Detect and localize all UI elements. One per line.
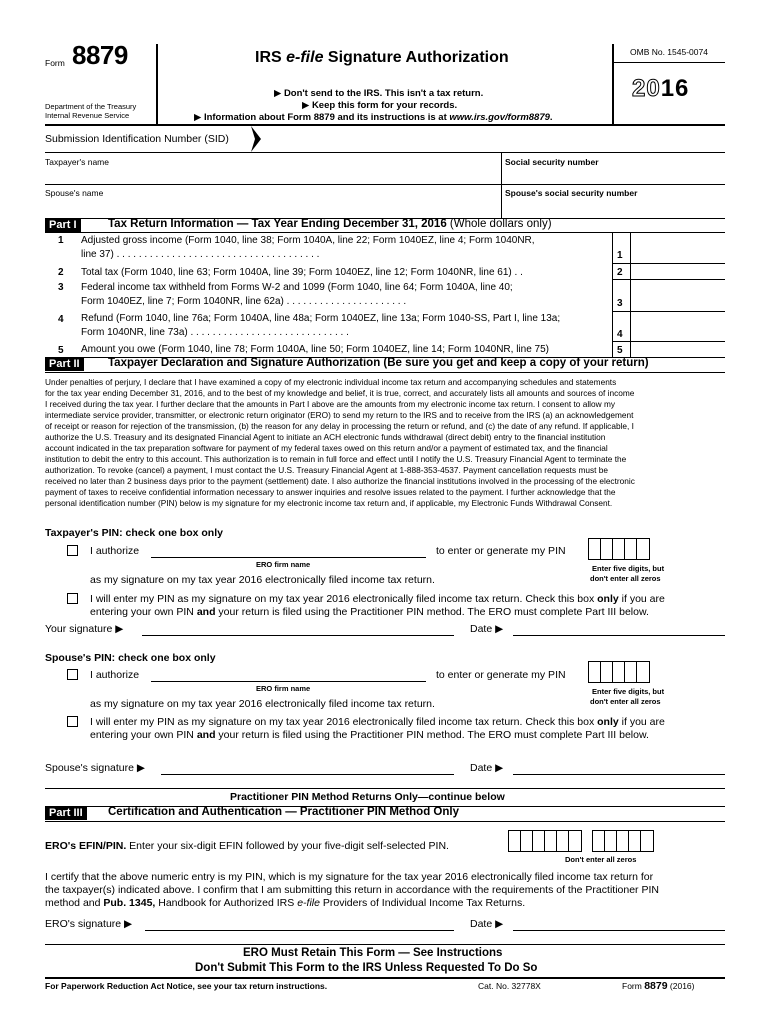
penalty-line: received no later than 2 business days prior to the payment (settlement) date. I also authorize the financial institutions involved in the processing of the electronic [45,476,635,486]
five-digits-note-2: don't enter all zeros [590,574,661,583]
dept-line1: Department of the Treasury [45,102,137,111]
spouse-ero-firm-field[interactable] [151,666,426,681]
spouse-pin-boxes[interactable] [588,661,650,683]
as-signature-text: as my signature on my tax year 2016 electronically filed income tax return. [90,574,435,586]
part-1-label: Part I [45,218,81,232]
line-1-text-2: line 37) . . . . . . . . . . . . . . . . . . . . . . . . . . . . . . . . . . . . . [81,249,320,260]
to-enter-label: to enter or generate my PIN [436,669,566,681]
spouse-name-label: Spouse's name [45,188,104,198]
penalty-line: payment of taxes to receive confidential information necessary to answer inquiries and resolve issues related to the payment. I further acknowledge that the [45,487,616,497]
to-enter-label: to enter or generate my PIN [436,545,566,557]
instruction-1: ▶ Don't send to the IRS. This isn't a tax return. [274,88,484,99]
penalty-line: intermediate service provider, transmitter, or electronic return originator (ERO) to send my return to the IRS and to receive from the IRS (a) an acknowledgement [45,410,634,420]
line-1-number: 1 [58,235,64,246]
efin-boxes[interactable] [508,830,582,852]
ero-firm-label: ERO firm name [256,560,311,569]
five-digits-note: Enter five digits, but [592,564,665,573]
spouse-name-field[interactable] [45,198,500,214]
will-enter-pin-text: I will enter my PIN as my signature on my tax year 2016 electronically filed income tax return. Check this box only if you are [90,716,665,728]
taxpayer-self-pin-checkbox[interactable] [67,593,78,604]
certification-line-1: I certify that the above numeric entry is my PIN, which is my signature for the tax year 2016 electronically filed income tax return for [45,871,654,883]
line-5-box-number: 5 [617,345,623,356]
form-id-footer: Form 8879 (2016) [622,980,695,992]
practitioner-heading: Practitioner PIN Method Returns Only—continue below [230,791,505,803]
spouse-signature-label: Spouse's signature ▶ [45,762,145,774]
spouse-ssn-field[interactable] [505,198,723,214]
spouse-self-pin-checkbox[interactable] [67,716,78,727]
certification-line-2: the taxpayer(s) indicated above. I confirm that I am submitting this return in accordance with the requirements of the Practitioner PIN [45,884,659,896]
line-1-amount[interactable] [631,246,725,264]
line-2-amount[interactable] [631,264,725,280]
instruction-3: ▶ Information about Form 8879 and its instructions is at www.irs.gov/form8879. [194,112,553,123]
line-3-amount[interactable] [631,294,725,312]
dont-submit-notice: Don't Submit This Form to the IRS Unless Requested To Do So [195,962,538,974]
will-enter-pin-text-2: entering your own PIN and your return is filed using the Practitioner PIN method. The ERO must complete Part III below. [90,729,649,741]
line-2-text: Total tax (Form 1040, line 63; Form 1040A, line 39; Form 1040EZ, line 12; Form 1040NR, line 61) . . [81,267,523,278]
efin-pin-text: ERO's EFIN/PIN. Enter your six-digit EFIN followed by your five-digit self-selected PIN. [45,840,449,852]
ero-signature-label: ERO's signature ▶ [45,918,133,930]
taxpayer-pin-boxes[interactable] [588,538,650,560]
i-authorize-label: I authorize [90,545,140,557]
certification-line-3: method and Pub. 1345, Handbook for Authorized IRS e-file Providers of Individual Income Tax Returns. [45,897,526,909]
sid-arrow-icon [251,126,261,152]
taxpayer-authorize-checkbox[interactable] [67,545,78,556]
date-label: Date ▶ [470,918,504,930]
penalty-line: authorization. To revoke (cancel) a payment, I must contact the U.S. Treasury Financial Agent at 1-888-353-4537. Payment cancellation requests must be [45,465,608,475]
ero-date-field[interactable] [513,915,725,930]
taxpayer-ero-firm-field[interactable] [151,542,426,557]
ero-pin-boxes[interactable] [592,830,654,852]
spouse-signature-field[interactable] [161,759,454,774]
as-signature-text: as my signature on my tax year 2016 electronically filed income tax return. [90,698,435,710]
line-5-number: 5 [58,345,64,356]
date-label: Date ▶ [470,762,504,774]
form-word: Form [45,58,65,68]
penalty-line: I received during the tax year. I further declare that the amounts in Part I above are the amounts from my electronic income tax return. I consent to allow my [45,399,615,409]
penalty-line: Under penalties of perjury, I declare that I have examined a copy of my electronic individual income tax return and accompanying schedules and statements [45,377,617,387]
penalty-line: account indicated in the tax preparation software for payment of my federal taxes owed on this return and/or a payment of estimated tax, and the financial [45,443,608,453]
line-5-text: Amount you owe (Form 1040, line 78; Form 1040A, line 50; Form 1040EZ, line 14; Form 1040NR, line 75) [81,344,550,355]
date-label: Date ▶ [470,623,504,635]
spouse-date-field[interactable] [513,759,725,774]
penalty-line: institution to debit the entry to this account. This authorization is to remain in full force and effect until I notify the U.S. Treasury Financial Agent to terminate the [45,454,627,464]
five-digits-note: Enter five digits, but [592,687,665,696]
line-4-number: 4 [58,314,64,325]
part-2-label: Part II [45,357,84,371]
dept-line2: Internal Revenue Service [45,111,130,120]
no-zeros-note: Don't enter all zeros [565,855,637,864]
spouse-authorize-checkbox[interactable] [67,669,78,680]
your-signature-label: Your signature ▶ [45,623,124,635]
form-title: IRS e-file Signature Authorization [255,49,509,66]
ssn-field[interactable] [505,166,723,182]
part-1-title: Tax Return Information — Tax Year Ending December 31, 2016 (Whole dollars only) [108,218,552,230]
part-2-title: Taxpayer Declaration and Signature Authorization (Be sure you get and keep a copy of your return) [108,357,649,369]
taxpayer-name-label: Taxpayer's name [45,157,109,167]
line-1-box-number: 1 [617,250,623,261]
line-3-box-number: 3 [617,298,623,309]
line-4-text-2: Form 1040NR, line 73a) . . . . . . . . . . . . . . . . . . . . . . . . . . . . . [81,327,349,338]
penalty-line: personal identification number (PIN) below is my signature for my electronic income tax return and, if applicable, my Electronic Funds Withdrawal Consent. [45,498,613,508]
spouse-ssn-label: Spouse's social security number [505,188,638,198]
ssn-label: Social security number [505,157,599,167]
will-enter-pin-text-2: entering your own PIN and your return is filed using the Practitioner PIN method. The ERO must complete Part III below. [90,606,649,618]
retain-notice: ERO Must Retain This Form — See Instructions [243,947,503,959]
your-date-field[interactable] [513,620,725,635]
line-3-text: Federal income tax withheld from Forms W-2 and 1099 (Form 1040, line 64; Form 1040A, line 40; [81,282,513,293]
paperwork-notice: For Paperwork Reduction Act Notice, see your tax return instructions. [45,981,328,991]
ero-firm-label: ERO firm name [256,684,311,693]
line-3-number: 3 [58,282,64,293]
tax-year: 2016 [632,75,690,102]
your-signature-field[interactable] [142,620,454,635]
part-3-label: Part III [45,806,87,820]
part-3-title: Certification and Authentication — Practitioner PIN Method Only [108,806,459,818]
taxpayer-name-field[interactable] [45,166,500,182]
line-3-text-2: Form 1040EZ, line 7; Form 1040NR, line 62a) . . . . . . . . . . . . . . . . . . . . . . [81,296,407,307]
ero-signature-field[interactable] [145,915,454,930]
will-enter-pin-text: I will enter my PIN as my signature on my tax year 2016 electronically filed income tax return. Check this box only if you are [90,593,665,605]
line-5-amount[interactable] [631,341,725,357]
instruction-2: ▶ Keep this form for your records. [302,100,458,111]
taxpayer-pin-heading: Taxpayer's PIN: check one box only [45,527,223,539]
i-authorize-label: I authorize [90,669,140,681]
line-4-text: Refund (Form 1040, line 76a; Form 1040A, line 48a; Form 1040EZ, line 13a; Form 1040-SS, Part I, line 13a; [81,313,561,324]
penalty-line: for the tax year ending December 31, 2016, and to the best of my knowledge and belief, it is true, correct, and accurately lists all amounts and sources of income [45,388,635,398]
penalty-line: of receipt or reason for rejection of the transmission, (b) the reason for any delay in processing the return or refund, and (c) the date of any refund. If applicable, I [45,421,634,431]
line-2-box-number: 2 [617,267,623,278]
form-number: 8879 [72,40,128,70]
line-1-text: Adjusted gross income (Form 1040, line 38; Form 1040A, line 22; Form 1040EZ, line 4; Form 1040NR, [81,235,535,246]
sid-label: Submission Identification Number (SID) [45,133,229,145]
penalty-line: authorize the U.S. Treasury and its designated Financial Agent to initiate an ACH electronic funds withdrawal (direct debit) entry to the financial institution [45,432,606,442]
cat-number: Cat. No. 32778X [478,981,541,991]
spouse-pin-heading: Spouse's PIN: check one box only [45,652,216,664]
five-digits-note-2: don't enter all zeros [590,697,661,706]
line-2-number: 2 [58,267,64,278]
line-4-box-number: 4 [617,329,623,340]
omb-number: OMB No. 1545-0074 [630,47,708,57]
